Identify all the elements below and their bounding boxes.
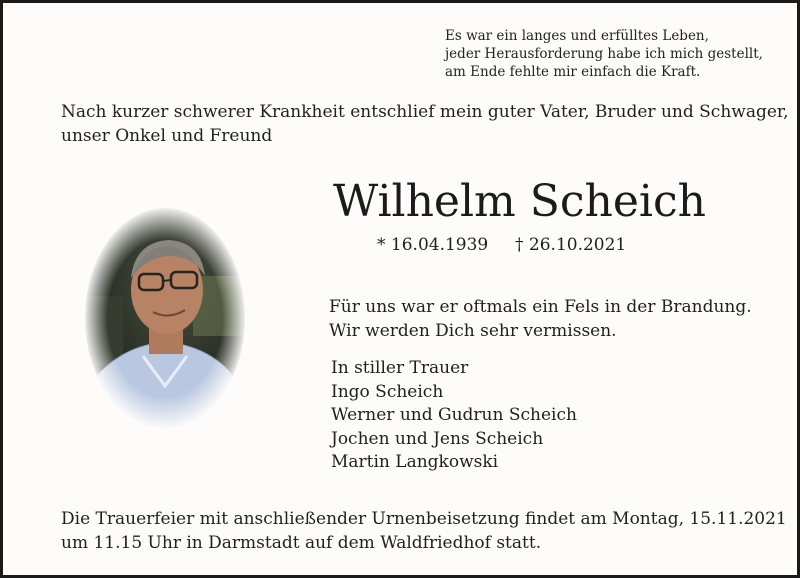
motto-line-1: Für uns war er oftmals ein Fels in der Brandung. — [329, 297, 752, 317]
funeral-details — [61, 507, 787, 555]
motto-text — [329, 295, 752, 343]
mourner-name: Werner und Gudrun Scheich — [331, 405, 577, 425]
portrait-photo — [83, 206, 247, 430]
motto-line-2: Wir werden Dich sehr vermissen. — [329, 321, 617, 341]
quote-line-2: jeder Herausforderung habe ich mich gestellt, — [445, 46, 763, 62]
mourners-list — [331, 357, 577, 475]
mourner-name: Ingo Scheich — [331, 381, 444, 402]
mourner-name: Jochen und Jens Scheich — [331, 428, 544, 449]
death-date: † 26.10.2021 — [515, 235, 627, 255]
funeral-line-1: Die Trauerfeier mit anschließender Urnenbeisetzung findet am Montag, 15.11.2021 — [61, 509, 787, 529]
quote-line-1: Es war ein langes und erfülltes Leben, — [445, 28, 709, 44]
quote-line-3: am Ende fehlte mir einfach die Kraft. — [445, 64, 701, 80]
deceased-name: Wilhelm Scheich — [333, 176, 706, 227]
birth-date: * 16.04.1939 — [377, 235, 489, 255]
memorial-quote — [445, 27, 763, 81]
intro-line-2: unser Onkel und Freund — [61, 126, 273, 146]
intro-line-1: Nach kurzer schwerer Krankheit entschlief mein guter Vater, Bruder und Schwager, — [61, 102, 789, 122]
intro-text — [61, 100, 789, 148]
mourners-heading: In stiller Trauer — [331, 358, 469, 378]
mourner-name: Martin Langkowski — [331, 452, 499, 472]
funeral-line-2: um 11.15 Uhr in Darmstadt auf dem Waldfriedhof statt. — [61, 533, 542, 553]
